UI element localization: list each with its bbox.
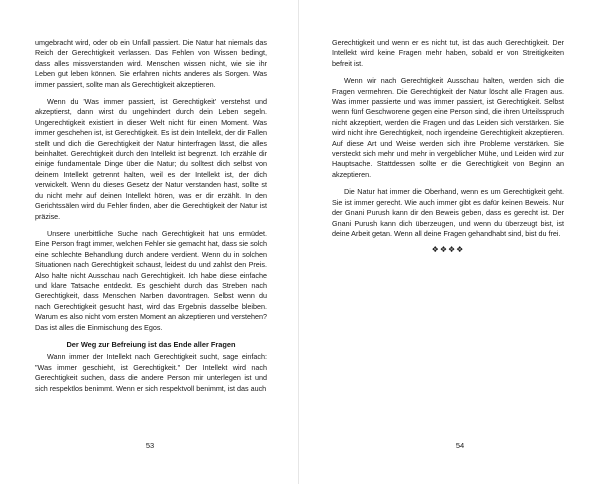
right-paragraph-1: Gerechtigkeit und wenn er es nicht tut, ist das auch Gerechtigkeit. Der Intellekt wird keine Fragen mehr haben, sobald er von Streitigkeiten befreit ist. [332, 38, 564, 68]
left-paragraph-3: Unsere unerbittliche Suche nach Gerechtigkeit hat uns ermüdet. Eine Person fragt immer, welchen Fehler sie gemacht hat, dass sie solch eine schlechte Behandlung durch andere verdient. Wenn du in solchen Situationen nach Gerechtigkeit schaust, leidest du und zahlst den Preis. Also halte nicht Ausschau nach Gerechtigkeit. Ich habe diese einfache und klare Tatsache entdeckt. Es geschieht durch das Streben nach Gerechtigkeit, dass Menschen Narben davontragen. Selbst wenn du nach Gerechtigkeit gesucht hast, wird das Ergebnis dasselbe bleiben. Warum es also nicht vom ersten Moment an akzeptieren und verstehen? Das ist alles die Einmischung des Egos. [35, 228, 267, 332]
left-paragraph-4: Wann immer der Intellekt nach Gerechtigkeit sucht, sage einfach: "Was immer geschieht, ist Gerechtigkeit." Der Intellekt wird nach Gerechtigkeit suchen, dass die andere Person mir unterlegen ist und sich respektlos benimmt. Wenn er sich respektvoll benimmt, ist das auch [35, 352, 267, 393]
page-number-left: 53 [145, 441, 155, 450]
left-text-column [35, 38, 267, 394]
left-page [0, 0, 299, 484]
ornament-divider: ❖❖❖❖ [431, 245, 465, 255]
right-paragraph-3: Die Natur hat immer die Oberhand, wenn es um Gerechtigkeit geht. Sie ist immer gerecht. Wie auch immer gibt es dafür keinen Beweis. Nur der Gnani Purush kann dir den Beweis geben, dass es gerecht ist. Der Gnani Purush kann dich überzeugen, und wenn du überzeugt bist, ist deine Arbeit getan. Wenn all deine Fragen gehandhabt sind, bist du frei. [332, 187, 564, 238]
right-text-column [332, 38, 564, 256]
left-paragraph-1: umgebracht wird, oder ob ein Unfall passiert. Die Natur hat niemals das Reich der Gerechtigkeit verlassen. Das Fehlen von Wissen bedingt, dass alles missverstanden wird. Menschen wissen nicht, wie sie ihr Leben gut leben können. Sie erfahren nichts anderes als Sorgen. Was immer passiert, sollte man als Gerechtigkeit akzeptieren. [35, 38, 267, 89]
right-paragraph-2: Wenn wir nach Gerechtigkeit Ausschau halten, werden sich die Fragen vermehren. Die Gerechtigkeit der Natur löscht alle Fragen aus. Was immer passierte und was immer passiert, ist Gerechtigkeit. Selbst wenn fünf Geschworene gegen eine Person sind, die ihren Urteilsspruch nicht akzeptiert, werden die Fragen und das Leiden sich verstärken. Sie wird nicht ihre Gerechtigkeit, noch irgendeine Gerechtigkeit akzeptieren. Auf diese Art und Weise werden sich ihre Probleme verstärken. Sie versteckt sich mehr und mehr in vergeblicher Mühe, und Leiden wird zur Hauptsache. Stattdessen sollte er die Gerechtigkeit von Beginn an akzeptieren. [332, 76, 564, 179]
left-paragraph-2: Wenn du 'Was immer passiert, ist Gerechtigkeit' verstehst und akzeptierst, dann wirst du ungehindert durch dein Leben segeln. Ungerechtigkeit existiert in dieser Welt nicht für einen Moment. Was immer geschehen ist, ist Gerechtigkeit. Es ist dein Intellekt, der dir Fallen stellt und dich die Gerechtigkeit der Natur hinterfragen lässt, die alles beinhaltet. Gerechtigkeit durch den Intellekt ist begrenzt. Ich erzähle dir einige fundamentale Dinge über die Natur; du solltest dich selbst von deinem Intellekt getrennt halten, weil es der Intellekt ist, der dich verwickelt. Wenn du dieses Gesetz der Natur verstanden hast, sollte st du nicht mehr auf deinen Intellekt hören, was er dir erzählt. In den Gerichtssälen wird du Fehler finden, aber die Gerechtigkeit der Natur ist präzise. [35, 97, 267, 221]
section-heading: Der Weg zur Befreiung ist das Ende aller Fragen [66, 339, 236, 349]
page-number-right: 54 [455, 441, 465, 450]
right-page [300, 0, 599, 484]
